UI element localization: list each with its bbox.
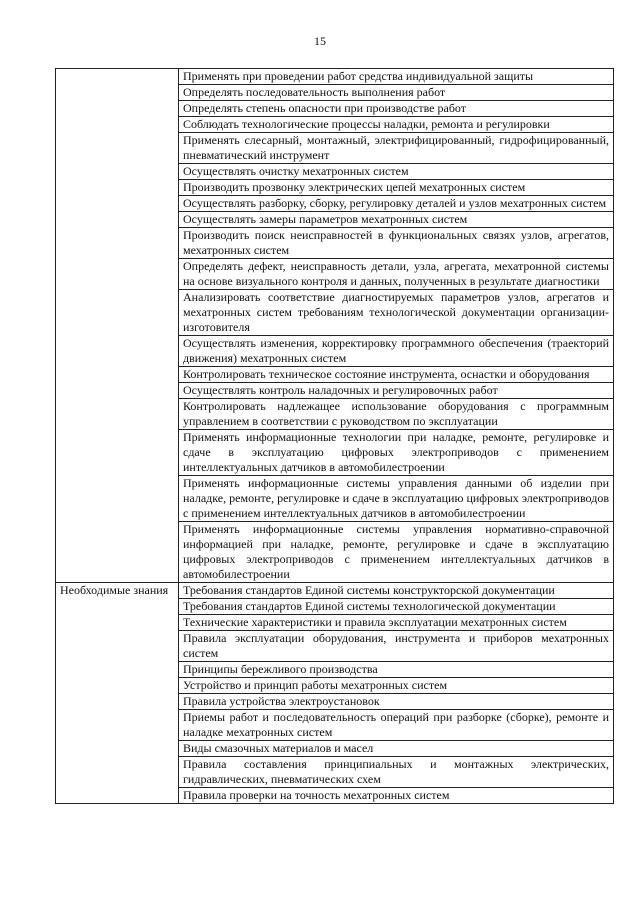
- requirement-cell: Технические характеристики и правила эксплуатации мехатронных систем: [179, 615, 614, 631]
- requirement-cell: Осуществлять контроль наладочных и регулировочных работ: [179, 383, 614, 399]
- requirement-cell: Принципы бережливого производства: [179, 662, 614, 678]
- page-number: 15: [314, 34, 326, 48]
- requirement-cell: Виды смазочных материалов и масел: [179, 741, 614, 757]
- requirement-cell: Определять дефект, неисправность детали, узла, агрегата, мехатронной системы на основе визуального контроля и данных, полученных в результате диагностики: [179, 259, 614, 290]
- requirement-cell: Требования стандартов Единой системы технологической документации: [179, 599, 614, 615]
- table-row: [56, 69, 614, 85]
- requirement-cell: Применять слесарный, монтажный, электрифицированный, гидрофицированный, пневматический инструмент: [179, 133, 614, 164]
- category-cell: Необходимые знания: [56, 583, 179, 804]
- requirement-cell: Определять последовательность выполнения работ: [179, 85, 614, 101]
- requirement-cell: Соблюдать технологические процессы наладки, ремонта и регулировки: [179, 117, 614, 133]
- requirement-cell: Контролировать техническое состояние инструмента, оснастки и оборудования: [179, 367, 614, 383]
- requirement-cell: Правила составления принципиальных и монтажных электрических, гидравлических, пневматических схем: [179, 757, 614, 788]
- requirement-cell: Применять при проведении работ средства индивидуальной защиты: [179, 69, 614, 85]
- requirement-cell: Применять информационные системы управления нормативно-справочной информацией при наладке, ремонте, регулировке и сдаче в эксплуатацию цифровых электроприводов с применением интеллектуальных датчиков в автомобилестроении: [179, 522, 614, 583]
- requirement-cell: Осуществлять замеры параметров мехатронных систем: [179, 212, 614, 228]
- requirement-cell: Приемы работ и последовательность операций при разборке (сборке), ремонте и наладке мехатронных систем: [179, 710, 614, 741]
- requirement-cell: Осуществлять изменения, корректировку программного обеспечения (траекторий движения) мехатронных систем: [179, 336, 614, 367]
- requirement-cell: Правила устройства электроустановок: [179, 694, 614, 710]
- requirement-cell: Устройство и принцип работы мехатронных систем: [179, 678, 614, 694]
- category-cell: [56, 69, 179, 583]
- requirement-cell: Требования стандартов Единой системы конструкторской документации: [179, 583, 614, 599]
- requirement-cell: Правила проверки на точность мехатронных систем: [179, 788, 614, 804]
- requirement-cell: Производить поиск неисправностей в функциональных связях узлов, агрегатов, мехатронных систем: [179, 228, 614, 259]
- requirement-cell: Контролировать надлежащее использование оборудования с программным управлением в соответствии с руководством по эксплуатации: [179, 399, 614, 430]
- requirement-cell: Применять информационные технологии при наладке, ремонте, регулировке и сдаче в эксплуатацию цифровых электроприводов с применением интеллектуальных датчиков в автомобилестроении: [179, 430, 614, 476]
- table-row: [56, 583, 614, 599]
- requirement-cell: Анализировать соответствие диагностируемых параметров узлов, агрегатов и мехатронных систем требованиям технологической документации организации-изготовителя: [179, 290, 614, 336]
- requirement-cell: Правила эксплуатации оборудования, инструмента и приборов мехатронных систем: [179, 631, 614, 662]
- requirement-cell: Определять степень опасности при производстве работ: [179, 101, 614, 117]
- competency-table: [55, 68, 614, 804]
- requirement-cell: Осуществлять очистку мехатронных систем: [179, 164, 614, 180]
- requirement-cell: Осуществлять разборку, сборку, регулировку деталей и узлов мехатронных систем: [179, 196, 614, 212]
- requirement-cell: Производить прозвонку электрических цепей мехатронных систем: [179, 180, 614, 196]
- requirement-cell: Применять информационные системы управления данными об изделии при наладке, ремонте, регулировке и сдаче в эксплуатацию цифровых электроприводов с применением интеллектуальных датчиков в автомобилестроении: [179, 476, 614, 522]
